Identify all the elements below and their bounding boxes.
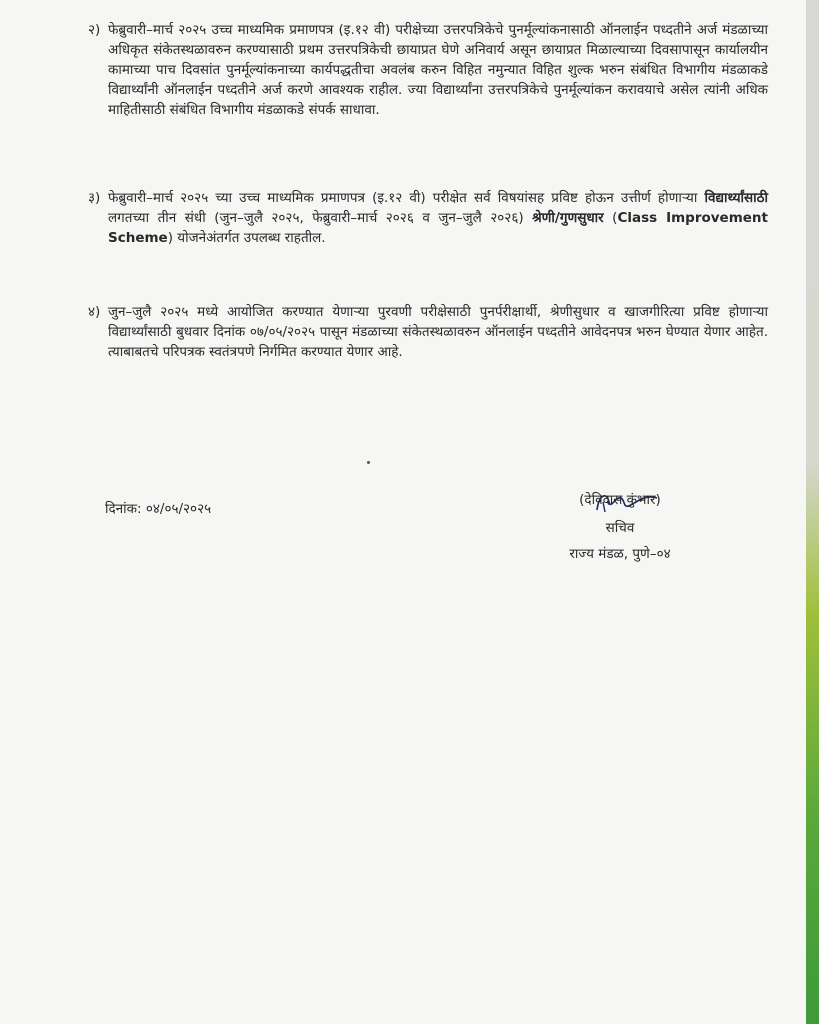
signature-block bbox=[520, 490, 720, 564]
paragraph-text: ( bbox=[612, 210, 618, 226]
paragraph-text: जुन–जुलै २०२५ मध्ये आयोजित करण्यात येणाऱ्या पुरवणी परीक्षेसाठी पुनर्परीक्षार्थी, श्रेणीसुधार व खाजगीरित्या प्रविष्ट होणाऱ्या विद्यार्थ्यांसाठी बुधवार दिनांक ०७/०५/२०२५ पासून मंडळाच्या संकेतस्थळावरुन ऑनलाईन पध्दतीने आवेदनपत्र भरुन घेण्यात येणार आहेत. त्याबाबतचे परिपत्रक स्वतंत्रपणे निर्गमित करण्यात येणार आहे. bbox=[108, 304, 768, 360]
paragraph-text: ) योजनेअंतर्गत उपलब्ध राहतील. bbox=[167, 230, 326, 246]
paragraph-text: लगतच्या तीन संधी (जुन–जुलै २०२५, फेब्रुवारी–मार्च २०२६ व जुन–जुलै २०२६) bbox=[108, 210, 524, 226]
paragraph-bold-text: विद्यार्थ्यांसाठी bbox=[704, 190, 768, 206]
paragraph-text: फेब्रुवारी–मार्च २०२५ च्या उच्च माध्यमिक प्रमाणपत्र (इ.१२ वी) परीक्षेत सर्व विषयांसह प्रविष्ट होऊन उत्तीर्ण होणाऱ्या bbox=[108, 190, 698, 206]
paragraph-bold-text: श्रेणी/गुणसुधार bbox=[532, 210, 604, 226]
signatory-designation: सचिव bbox=[605, 520, 635, 536]
ink-dot bbox=[367, 461, 370, 464]
paragraph-4 bbox=[88, 302, 768, 362]
paragraph-2 bbox=[88, 20, 768, 120]
date-line: दिनांक: ०४/०५/२०२५ bbox=[105, 501, 212, 517]
paragraph-number: ४) bbox=[88, 304, 101, 320]
paragraph-number: २) bbox=[88, 22, 101, 38]
signatory-office: राज्य मंडळ, पुणे–०४ bbox=[569, 546, 671, 562]
paragraph-number: ३) bbox=[88, 190, 101, 206]
paragraph-bold-text: Class Improvement Scheme bbox=[108, 210, 768, 246]
signatory-name: (देविदास कुंभार) bbox=[579, 492, 661, 508]
paragraph-text: फेब्रुवारी–मार्च २०२५ उच्च माध्यमिक प्रमाणपत्र (इ.१२ वी) परीक्षेच्या उत्तरपत्रिकेचे पुनर्मूल्यांकनासाठी ऑनलाईन पध्दतीने अर्ज मंडळाच्या अधिकृत संकेतस्थळावरुन करण्यासाठी प्रथम उत्तरपत्रिकेची छायाप्रत घेणे अनिवार्य असून छायाप्रत मिळाल्याच्या दिवसापासून कार्यालयीन कामाच्या पाच दिवसांत पुनर्मूल्यांकनाच्या कार्यपद्धतीचा अवलंब करुन विहित नमुन्यात विहित शुल्क भरुन संबंधित विभागीय मंडळाकडे विद्यार्थ्यांनी ऑनलाईन पध्दतीने अर्ज करणे आवश्यक राहील. ज्या विद्यार्थ्यांना उत्तरपत्रिकेचे पुनर्मूल्यांकन करावयाचे असेल त्यांनी अधिक माहितीसाठी संबंधित विभागीय मंडळाकडे संपर्क साधावा. bbox=[108, 22, 768, 118]
paragraph-3 bbox=[88, 188, 768, 248]
background-edge bbox=[806, 0, 819, 1024]
